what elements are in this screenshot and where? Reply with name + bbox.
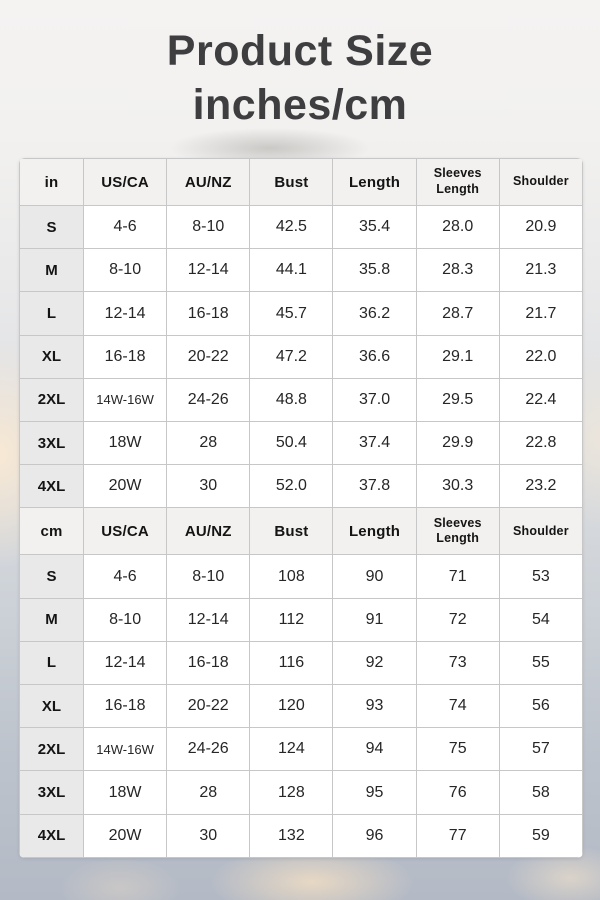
size-value-cell: 37.4: [333, 422, 416, 465]
row-label: 2XL: [20, 378, 84, 421]
table-row: [20, 249, 583, 292]
size-value-cell: 77: [416, 814, 499, 857]
size-value-cell: 52.0: [250, 465, 333, 508]
size-value-cell: 21.7: [499, 292, 582, 335]
column-header: Sleeves Length: [416, 508, 499, 555]
size-value-cell: 95: [333, 771, 416, 814]
size-value-cell: 8-10: [84, 249, 167, 292]
column-header: US/CA: [84, 508, 167, 555]
size-value-cell: 28: [167, 771, 250, 814]
size-value-cell: 4-6: [84, 555, 167, 598]
column-header: AU/NZ: [167, 159, 250, 206]
size-value-cell: 21.3: [499, 249, 582, 292]
size-value-cell: 12-14: [84, 641, 167, 684]
size-value-cell: 20-22: [167, 335, 250, 378]
table-row: [20, 598, 583, 641]
size-value-cell: 20-22: [167, 685, 250, 728]
table-row: [20, 685, 583, 728]
row-label: XL: [20, 685, 84, 728]
size-value-cell: 16-18: [84, 335, 167, 378]
table-row: [20, 335, 583, 378]
row-label: 3XL: [20, 771, 84, 814]
size-value-cell: 53: [499, 555, 582, 598]
column-header: cm: [20, 508, 84, 555]
size-value-cell: 42.5: [250, 206, 333, 249]
size-chart-table: [19, 158, 583, 858]
page-title-line2: inches/cm: [192, 81, 408, 130]
column-header: US/CA: [84, 159, 167, 206]
size-value-cell: 37.8: [333, 465, 416, 508]
size-value-cell: 30: [167, 465, 250, 508]
table-row: [20, 422, 583, 465]
row-label: M: [20, 598, 84, 641]
size-value-cell: 124: [250, 728, 333, 771]
size-value-cell: 24-26: [167, 728, 250, 771]
size-value-cell: 30: [167, 814, 250, 857]
size-value-cell: 18W: [84, 422, 167, 465]
size-value-cell: 16-18: [84, 685, 167, 728]
size-value-cell: 112: [250, 598, 333, 641]
column-header: Length: [333, 508, 416, 555]
table-row: [20, 206, 583, 249]
size-value-cell: 93: [333, 685, 416, 728]
size-value-cell: 23.2: [499, 465, 582, 508]
table-row: [20, 641, 583, 684]
column-header: Bust: [250, 159, 333, 206]
column-header: Shoulder: [499, 508, 582, 555]
row-label: S: [20, 206, 84, 249]
size-value-cell: 16-18: [167, 292, 250, 335]
row-label: 2XL: [20, 728, 84, 771]
table-row: [20, 771, 583, 814]
size-value-cell: 12-14: [84, 292, 167, 335]
row-label: 4XL: [20, 814, 84, 857]
size-value-cell: 28.3: [416, 249, 499, 292]
size-value-cell: 90: [333, 555, 416, 598]
size-value-cell: 108: [250, 555, 333, 598]
size-value-cell: 50.4: [250, 422, 333, 465]
size-value-cell: 28: [167, 422, 250, 465]
size-value-cell: 29.9: [416, 422, 499, 465]
size-value-cell: 18W: [84, 771, 167, 814]
size-value-cell: 96: [333, 814, 416, 857]
size-value-cell: 22.4: [499, 378, 582, 421]
page-title: [0, 0, 600, 132]
size-value-cell: 24-26: [167, 378, 250, 421]
size-value-cell: 22.0: [499, 335, 582, 378]
column-header: Sleeves Length: [416, 159, 499, 206]
size-value-cell: 116: [250, 641, 333, 684]
size-value-cell: 4-6: [84, 206, 167, 249]
row-label: L: [20, 292, 84, 335]
size-value-cell: 28.0: [416, 206, 499, 249]
size-value-cell: 37.0: [333, 378, 416, 421]
size-value-cell: 94: [333, 728, 416, 771]
size-value-cell: 36.2: [333, 292, 416, 335]
size-value-cell: 29.5: [416, 378, 499, 421]
size-value-cell: 55: [499, 641, 582, 684]
size-value-cell: 28.7: [416, 292, 499, 335]
size-value-cell: 73: [416, 641, 499, 684]
size-value-cell: 45.7: [250, 292, 333, 335]
header-row-in: [20, 159, 583, 206]
column-header: Length: [333, 159, 416, 206]
size-value-cell: 35.4: [333, 206, 416, 249]
size-value-cell: 47.2: [250, 335, 333, 378]
table-row: [20, 378, 583, 421]
size-value-cell: 132: [250, 814, 333, 857]
column-header: Shoulder: [499, 159, 582, 206]
size-value-cell: 128: [250, 771, 333, 814]
row-label: S: [20, 555, 84, 598]
column-header: in: [20, 159, 84, 206]
size-value-cell: 92: [333, 641, 416, 684]
table-row: [20, 555, 583, 598]
size-chart-card: [19, 158, 583, 858]
column-header: Bust: [250, 508, 333, 555]
size-value-cell: 56: [499, 685, 582, 728]
size-value-cell: 54: [499, 598, 582, 641]
size-value-cell: 22.8: [499, 422, 582, 465]
size-value-cell: 20.9: [499, 206, 582, 249]
size-value-cell: 16-18: [167, 641, 250, 684]
size-value-cell: 8-10: [167, 206, 250, 249]
header-row-cm: [20, 508, 583, 555]
size-value-cell: 91: [333, 598, 416, 641]
row-label: 3XL: [20, 422, 84, 465]
size-value-cell: 71: [416, 555, 499, 598]
table-row: [20, 465, 583, 508]
size-value-cell: 72: [416, 598, 499, 641]
table-row: [20, 292, 583, 335]
size-value-cell: 20W: [84, 814, 167, 857]
size-value-cell: 12-14: [167, 598, 250, 641]
size-value-cell: 8-10: [167, 555, 250, 598]
row-label: XL: [20, 335, 84, 378]
size-value-cell: 76: [416, 771, 499, 814]
size-value-cell: 75: [416, 728, 499, 771]
table-row: [20, 728, 583, 771]
size-value-cell: 30.3: [416, 465, 499, 508]
size-value-cell: 74: [416, 685, 499, 728]
page-title-line1: Product Size: [166, 27, 434, 75]
row-label: M: [20, 249, 84, 292]
table-row: [20, 814, 583, 857]
size-value-cell: 120: [250, 685, 333, 728]
column-header: AU/NZ: [167, 508, 250, 555]
row-label: L: [20, 641, 84, 684]
size-value-cell: 57: [499, 728, 582, 771]
row-label: 4XL: [20, 465, 84, 508]
size-value-cell: 36.6: [333, 335, 416, 378]
size-value-cell: 12-14: [167, 249, 250, 292]
size-value-cell: 8-10: [84, 598, 167, 641]
size-value-cell: 14W-16W: [84, 728, 167, 771]
size-value-cell: 35.8: [333, 249, 416, 292]
size-value-cell: 58: [499, 771, 582, 814]
size-value-cell: 29.1: [416, 335, 499, 378]
size-value-cell: 44.1: [250, 249, 333, 292]
size-value-cell: 48.8: [250, 378, 333, 421]
size-value-cell: 14W-16W: [84, 378, 167, 421]
size-value-cell: 20W: [84, 465, 167, 508]
size-value-cell: 59: [499, 814, 582, 857]
